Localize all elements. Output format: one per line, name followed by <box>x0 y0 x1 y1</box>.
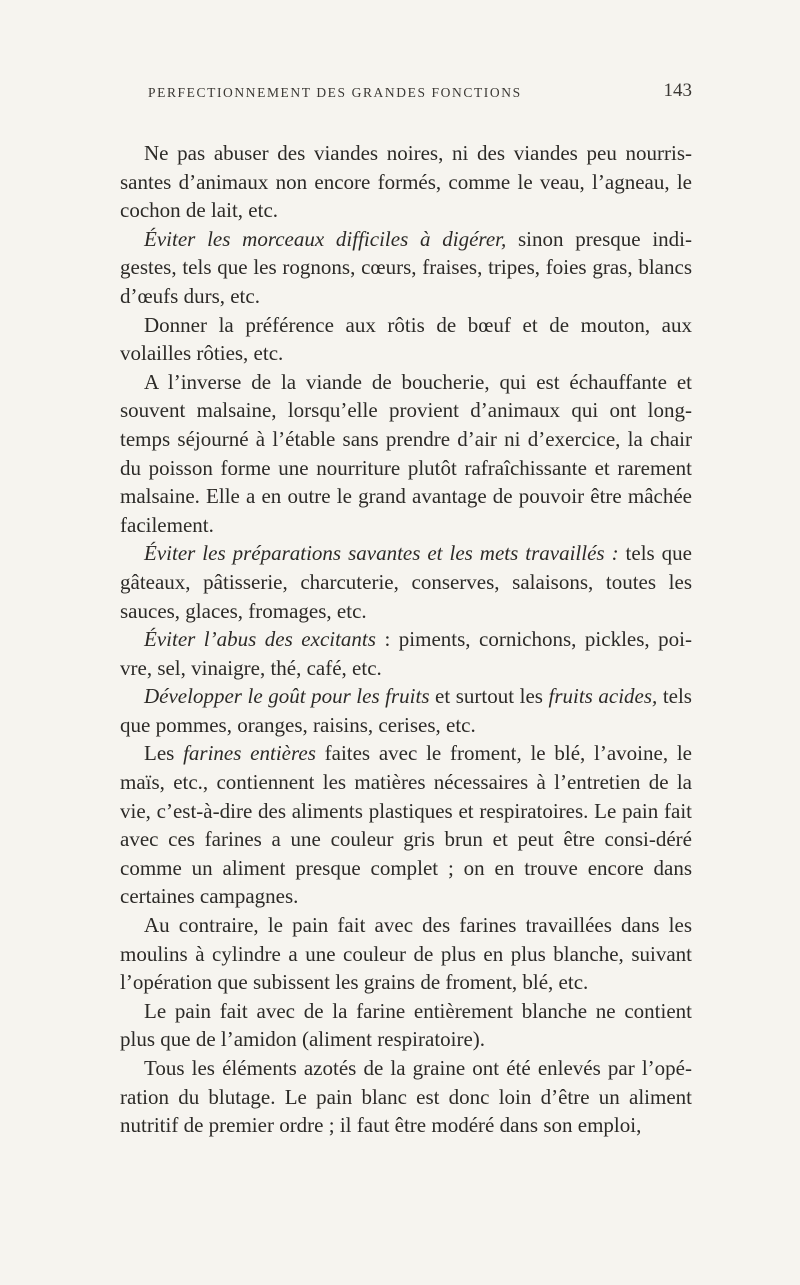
paragraph-text: A l’inverse de la viande de boucherie, qui est échauffante et souvent malsaine, lorsqu’elle provient d’animaux qui ont long-temps séjourné à l’étable sans prendre d’air ni d’exercice, la chair du poisson forme une nourriture plutôt rafraîchissante et rarement malsaine. Elle a en outre le grand avantage de pouvoir être mâchée facilement. <box>120 369 692 537</box>
paragraph-lead: Éviter l’abus des excitants <box>144 627 376 652</box>
paragraph <box>120 311 692 368</box>
running-header <box>120 80 692 107</box>
paragraph <box>120 625 692 682</box>
paragraph-text: faites avec le froment, le blé, l’avoine, le maïs, etc., contiennent les matières nécessaires à l’entretien de la vie, c’est-à-dire des aliments plastiques et respiratoires. Le pain fait avec ces farines a une couleur gris brun et peut être consi-déré comme un aliment presque complet ; on en trouve encore dans certaines campagnes. <box>120 741 693 909</box>
paragraph-text: tels que pommes, oranges, raisins, cerises, etc. <box>120 684 692 737</box>
paragraph-pre: Les <box>144 741 184 766</box>
paragraph <box>120 139 692 225</box>
paragraph-text: sinon presque indi-gestes, tels que les rognons, cœurs, fraises, tripes, foies gras, blancs d’œufs durs, etc. <box>120 226 692 308</box>
body-text <box>120 139 692 1140</box>
paragraph <box>120 739 692 911</box>
paragraph <box>120 911 692 997</box>
paragraph-lead: Éviter les morceaux difficiles à digérer, <box>144 226 507 251</box>
paragraph <box>120 682 692 739</box>
paragraph-text: Tous les éléments azotés de la graine ont été enlevés par l’opé-ration du blutage. Le pain blanc est donc loin d’être un aliment nutritif de premier ordre ; il faut être modéré dans son emploi, <box>120 1056 692 1138</box>
paragraph-text: tels que gâteaux, pâtisserie, charcuterie, conserves, salaisons, toutes les sauces, glaces, fromages, etc. <box>120 541 692 623</box>
paragraph-mid: et surtout les <box>429 684 549 709</box>
page-number: 143 <box>663 80 692 101</box>
paragraph-lead: farines entières <box>183 741 316 766</box>
paragraph-text: Ne pas abuser des viandes noires, ni des viandes peu nourris-santes d’animaux non encore formés, comme le veau, l’agneau, le cochon de lait, etc. <box>120 141 692 223</box>
paragraph <box>120 1054 692 1140</box>
paragraph <box>120 368 692 540</box>
running-title: PERFECTIONNEMENT DES GRANDES FONCTIONS <box>148 85 522 100</box>
paragraph <box>120 997 692 1054</box>
paragraph-text: Au contraire, le pain fait avec des farines travaillées dans les moulins à cylindre a une couleur de plus en plus blanche, suivant l’opération que subissent les grains de froment, blé, etc. <box>120 913 692 995</box>
paragraph <box>120 225 692 311</box>
paragraph-text: : piments, cornichons, pickles, poi-vre, sel, vinaigre, thé, café, etc. <box>120 627 692 680</box>
paragraph-lead: Éviter les préparations savantes et les mets travaillés : <box>144 541 619 566</box>
paragraph-text: Le pain fait avec de la farine entièrement blanche ne contient plus que de l’amidon (aliment respiratoire). <box>120 998 692 1052</box>
paragraph-lead-2: fruits acides, <box>548 684 658 709</box>
paragraph-text: Donner la préférence aux rôtis de bœuf et de mouton, aux volailles rôties, etc. <box>120 312 692 366</box>
paragraph <box>120 539 692 625</box>
paragraph-lead: Développer le goût pour les fruits <box>144 684 430 709</box>
